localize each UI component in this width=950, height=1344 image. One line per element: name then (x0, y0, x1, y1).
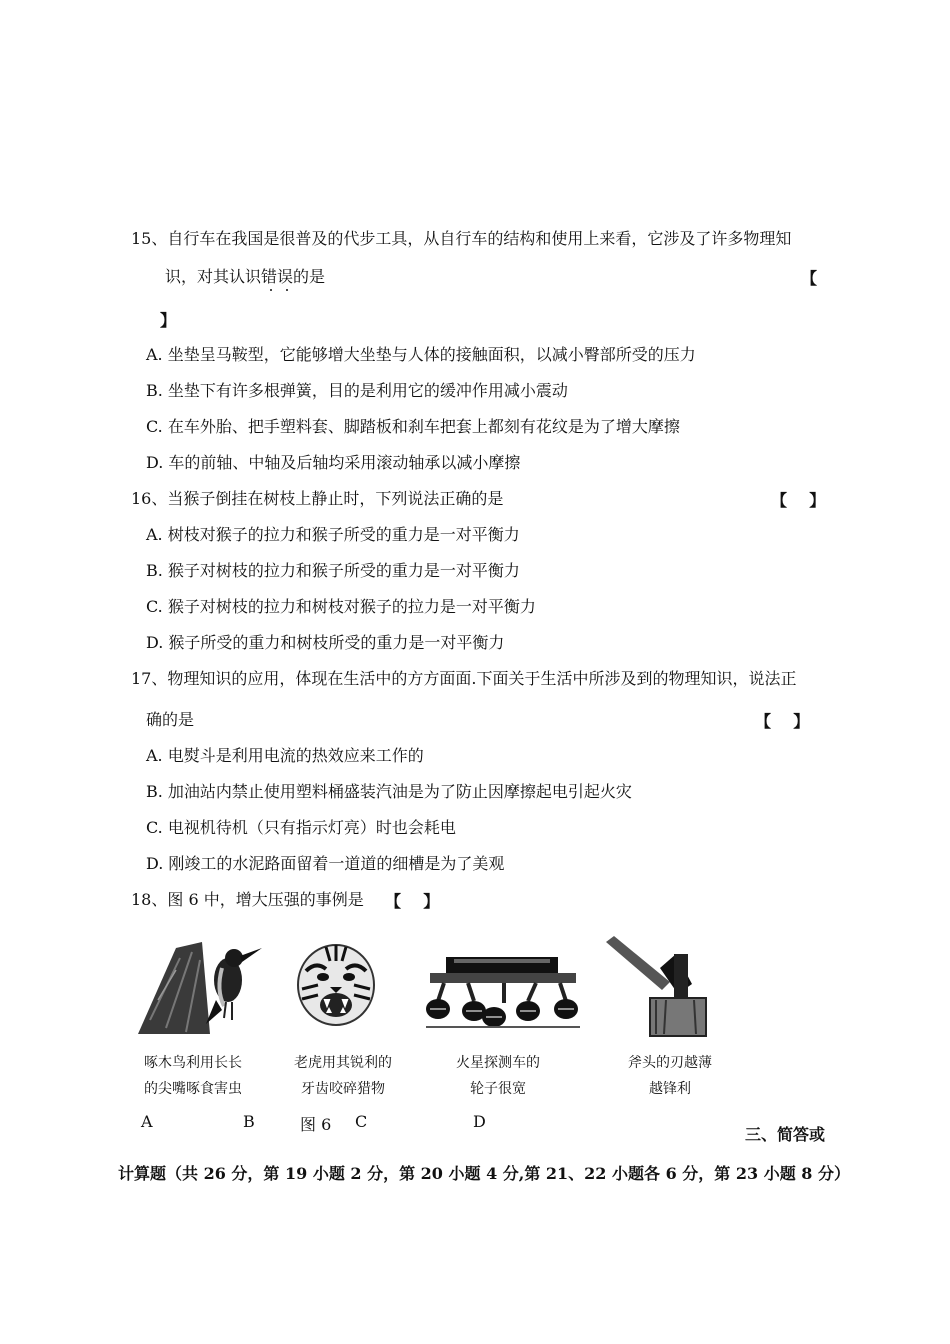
mars-rover-picture (424, 951, 582, 1029)
figure-label-d: D (473, 1112, 486, 1131)
caption-line: 牙齿咬碎猎物 (301, 1081, 385, 1097)
q16-stem: 16、当猴子倒挂在树枝上静止时，下列说法正确的是 (131, 489, 504, 508)
caption-axe (610, 1050, 730, 1102)
caption-rover (438, 1050, 558, 1102)
tiger-picture (296, 941, 376, 1027)
figure-label-c: C (355, 1112, 368, 1131)
figure-label-a: A (141, 1112, 153, 1131)
q16-answer-bracket: 【 】 (771, 491, 826, 510)
q16-option-a: A. 树枝对猴子的拉力和猴子所受的重力是一对平衡力 (146, 525, 520, 544)
q15-answer-bracket-open: 【 (801, 269, 818, 288)
q17-answer-bracket: 【 】 (755, 712, 810, 731)
q15-option-c: C. 在车外胎、把手塑料套、脚踏板和刹车把套上都刻有花纹是为了增大摩擦 (146, 417, 680, 436)
woodpecker-picture (136, 940, 264, 1036)
caption-line: 啄木鸟利用长长 (144, 1055, 242, 1071)
q16-option-b: B. 猴子对树枝的拉力和猴子所受的重力是一对平衡力 (146, 561, 520, 580)
q18-answer-bracket: 【 】 (385, 892, 440, 911)
q18-stem: 18、图 6 中，增大压强的事例是 (131, 890, 364, 909)
q17-stem-line1: 17、物理知识的应用，体现在生活中的方方面面.下面关于生活中所涉及到的物理知识，说法正 (131, 669, 797, 688)
emphasis-dot (270, 289, 272, 291)
emphasis-dot (286, 289, 288, 291)
axe-picture (604, 934, 712, 1038)
caption-line: 斧头的刃越薄 (628, 1055, 712, 1071)
caption-line: 越锋利 (649, 1081, 691, 1097)
q15-option-d: D. 车的前轴、中轴及后轴均采用滚动轴承以减小摩擦 (146, 453, 521, 472)
q15-option-a: A. 坐垫呈马鞍型，它能够增大坐垫与人体的接触面积，以减小臀部所受的压力 (146, 345, 696, 364)
caption-line: 的尖嘴啄食害虫 (144, 1081, 242, 1097)
q15-stem-line1: 15、自行车在我国是很普及的代步工具，从自行车的结构和使用上来看，它涉及了许多物理知 (131, 229, 792, 248)
q17-option-a: A. 电熨斗是利用电流的热效应来工作的 (146, 746, 424, 765)
q16-option-c: C. 猴子对树枝的拉力和树枝对猴子的拉力是一对平衡力 (146, 597, 536, 616)
caption-woodpecker (133, 1050, 253, 1102)
figure-label-b: B (243, 1112, 255, 1131)
q17-option-b: B. 加油站内禁止使用塑料桶盛装汽油是为了防止因摩擦起电引起火灾 (146, 782, 632, 801)
q15-option-b: B. 坐垫下有许多根弹簧，目的是利用它的缓冲作用减小震动 (146, 381, 568, 400)
q15-answer-bracket-close: 】 (160, 311, 177, 330)
caption-line: 轮子很宽 (470, 1081, 526, 1097)
figure-number: 图 6 (300, 1115, 332, 1134)
section3-heading-part2: 计算题（共 26 分，第 19 小题 2 分，第 20 小题 4 分,第 21、22 小题各 6 分，第 23 小题 8 分） (118, 1164, 850, 1183)
caption-tiger (283, 1050, 403, 1102)
q15-stem-line2: 识，对其认识错误的是 (165, 267, 326, 286)
q17-stem-line2: 确的是 (146, 710, 195, 729)
q17-option-d: D. 刚竣工的水泥路面留着一道道的细槽是为了美观 (146, 854, 505, 873)
section3-heading-part1: 三、简答或 (745, 1125, 826, 1144)
caption-line: 火星探测车的 (456, 1055, 540, 1071)
q17-option-c: C. 电视机待机（只有指示灯亮）时也会耗电 (146, 818, 456, 837)
q16-option-d: D. 猴子所受的重力和树枝所受的重力是一对平衡力 (146, 633, 505, 652)
caption-line: 老虎用其锐利的 (294, 1055, 392, 1071)
